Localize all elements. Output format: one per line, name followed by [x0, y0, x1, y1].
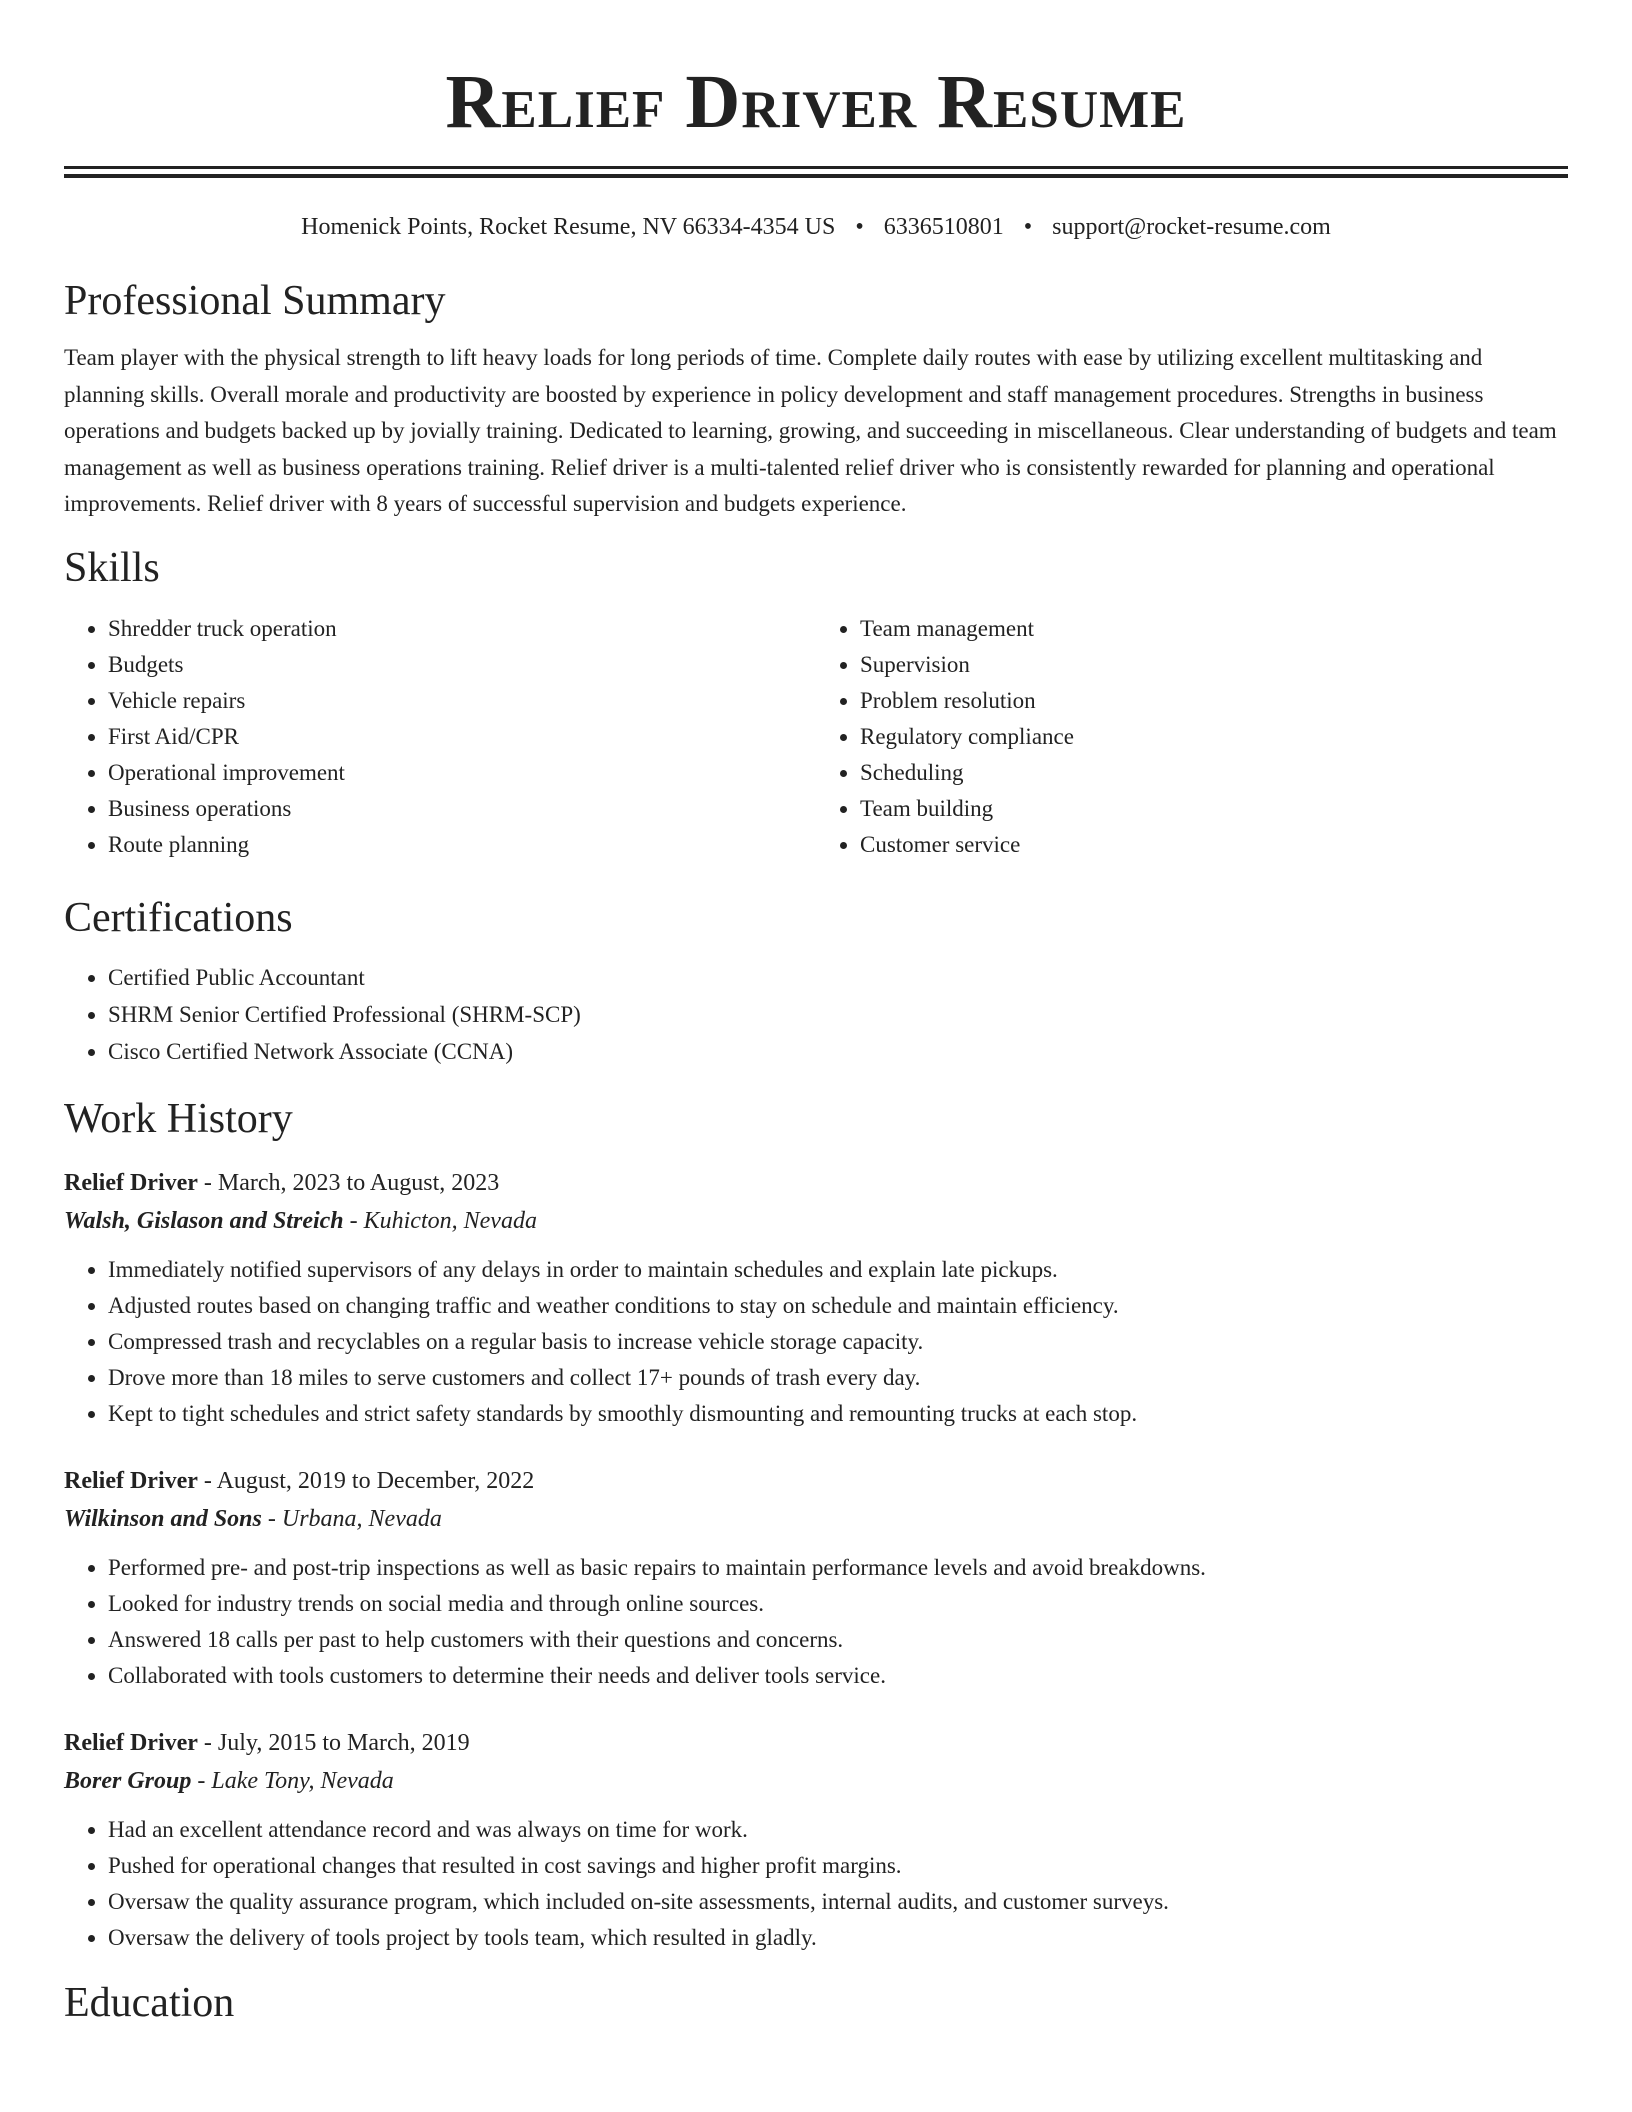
- contact-line: [64, 212, 1568, 242]
- job-bullet: • Compressed trash and recyclables on a regular basis to increase vehicle storage capacity.: [108, 1324, 1568, 1360]
- job-entry: [64, 1462, 1568, 1694]
- skill-item: • Scheduling: [860, 755, 1568, 791]
- skill-item: • Customer service: [860, 827, 1568, 863]
- skill-item: • Problem resolution: [860, 683, 1568, 719]
- job-bullet: • Pushed for operational changes that resulted in cost savings and higher profit margins.: [108, 1848, 1568, 1884]
- certification-item: • Cisco Certified Network Associate (CCNA): [108, 1033, 1568, 1070]
- job-entry: [64, 1164, 1568, 1432]
- title-rule-bottom: [64, 174, 1568, 178]
- skill-item: • Business operations: [108, 791, 816, 827]
- job-title: Relief Driver: [64, 1729, 198, 1756]
- job-bullets: [64, 1252, 1568, 1432]
- skills-list-left: [64, 611, 816, 863]
- certification-item: • Certified Public Accountant: [108, 959, 1568, 996]
- skill-item: • Team building: [860, 791, 1568, 827]
- job-bullets: [64, 1812, 1568, 1956]
- work-history-heading: Work History: [64, 1095, 293, 1142]
- contact-phone: 6336510801: [883, 214, 1004, 240]
- job-bullet: • Kept to tight schedules and strict safety standards by smoothly dismounting and remounting trucks at each stop.: [108, 1396, 1568, 1432]
- job-company: Borer Group: [64, 1767, 192, 1794]
- summary-heading: Professional Summary: [64, 278, 446, 324]
- job-company: Wilkinson and Sons: [64, 1505, 262, 1532]
- job-company: Walsh, Gislason and Streich: [64, 1207, 344, 1234]
- certifications-list: [64, 959, 1568, 1070]
- job-dates: - July, 2015 to March, 2019: [197, 1729, 470, 1756]
- job-bullet: • Oversaw the quality assurance program, which included on-site assessments, internal audits, and customer surveys.: [108, 1884, 1568, 1920]
- job-bullet: • Drove more than 18 miles to serve customers and collect 17+ pounds of trash every day.: [108, 1360, 1568, 1396]
- job-location: - Urbana, Nevada: [261, 1505, 442, 1532]
- job-title: Relief Driver: [64, 1467, 198, 1494]
- job-title: Relief Driver: [64, 1169, 198, 1196]
- skills-list-right: [816, 611, 1568, 863]
- job-entry: [64, 1724, 1568, 1956]
- education-heading: Education: [64, 1979, 235, 2026]
- skill-item: • Route planning: [108, 827, 816, 863]
- job-bullets: [64, 1550, 1568, 1694]
- job-bullet: • Had an excellent attendance record and was always on time for work.: [108, 1812, 1568, 1848]
- skills-columns: [64, 611, 1568, 863]
- contact-address: Homenick Points, Rocket Resume, NV 66334-4354 US: [301, 214, 836, 240]
- job-bullet: • Adjusted routes based on changing traffic and weather conditions to stay on schedule and maintain efficiency.: [108, 1288, 1568, 1324]
- job-bullet: • Performed pre- and post-trip inspections as well as basic repairs to maintain performance levels and avoid breakdowns.: [108, 1550, 1568, 1586]
- skills-heading: Skills: [64, 544, 160, 591]
- contact-separator: •: [855, 214, 864, 240]
- job-company-line: [64, 1202, 1568, 1240]
- contact-email: support@rocket-resume.com: [1052, 214, 1331, 240]
- job-location: - Kuhicton, Nevada: [343, 1207, 537, 1234]
- skill-item: • Operational improvement: [108, 755, 816, 791]
- job-title-line: [64, 1164, 1568, 1202]
- job-location: - Lake Tony, Nevada: [191, 1767, 394, 1794]
- skill-item: • Budgets: [108, 647, 816, 683]
- job-bullet: • Answered 18 calls per past to help customers with their questions and concerns.: [108, 1622, 1568, 1658]
- certification-item: • SHRM Senior Certified Professional (SHRM-SCP): [108, 996, 1568, 1033]
- job-bullet: • Immediately notified supervisors of any delays in order to maintain schedules and explain late pickups.: [108, 1252, 1568, 1288]
- job-bullet: • Collaborated with tools customers to determine their needs and deliver tools service.: [108, 1658, 1568, 1694]
- skill-item: • Regulatory compliance: [860, 719, 1568, 755]
- certifications-heading: Certifications: [64, 894, 293, 941]
- contact-separator: •: [1023, 214, 1033, 240]
- job-title-line: [64, 1462, 1568, 1500]
- job-title-line: [64, 1724, 1568, 1762]
- skill-item: • Team management: [860, 611, 1568, 647]
- skill-item: • Shredder truck operation: [108, 611, 816, 647]
- title-rule-top: [64, 166, 1568, 169]
- job-company-line: [64, 1500, 1568, 1538]
- page-title: Relief Driver Resume: [445, 60, 1187, 144]
- job-dates: - March, 2023 to August, 2023: [197, 1169, 500, 1196]
- job-bullet: • Looked for industry trends on social media and through online sources.: [108, 1586, 1568, 1622]
- summary-text: Team player with the physical strength to lift heavy loads for long periods of time. Complete daily routes with ease by utilizing excellent multitasking and planning skills. Overall morale and productivity are boosted by experience in policy development and staff management procedures. Strengths in business operations and budgets backed up by jovially training. Dedicated to learning, growing, and succeeding in miscellaneous. Clear understanding of budgets and team management as well as business operations training. Relief driver is a multi-talented relief driver who is consistently rewarded for planning and operational improvements. Relief driver with 8 years of successful supervision and budgets experience.: [64, 345, 1557, 516]
- skill-item: • Supervision: [860, 647, 1568, 683]
- job-company-line: [64, 1762, 1568, 1800]
- job-bullet: • Oversaw the delivery of tools project by tools team, which resulted in gladly.: [108, 1920, 1568, 1956]
- skill-item: • First Aid/CPR: [108, 719, 816, 755]
- job-dates: - August, 2019 to December, 2022: [197, 1467, 535, 1494]
- skill-item: • Vehicle repairs: [108, 683, 816, 719]
